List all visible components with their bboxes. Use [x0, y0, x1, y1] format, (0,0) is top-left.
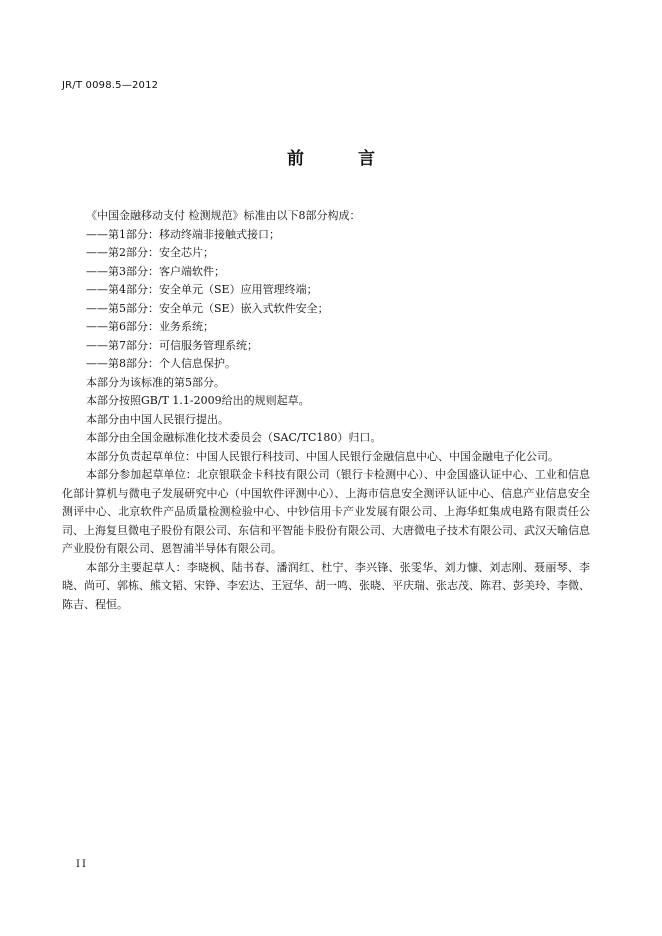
statement-centralized-unit: 本部分由全国金融标准化技术委员会（SAC/TC180）归口。 — [86, 431, 382, 444]
statement-proposer: 本部分由中国人民银行提出。 — [86, 412, 229, 426]
part-item-6: ——第6部分：业务系统； — [86, 320, 214, 333]
part-item-1: ——第1部分：移动终端非接触式接口； — [86, 227, 280, 241]
parts-list — [62, 226, 590, 374]
statement-drafting-rules: 本部分按照GB/T 1.1-2009给出的规则起草。 — [86, 394, 310, 407]
participating-units-paragraph: 本部分参加起草单位：北京银联金卡科技有限公司（银行卡检测中心）、中金国盛认证中心、工业和信息化部计算机与微电子发展研究中心（中国软件评测中心）、上海市信息安全测评认证中心、信息产业信息安全测评中心、北京软件产品质量检测检验中心、中钞信用卡产业发展有限公司、上海华虹集成电路有限责任公司、上海复旦微电子股份有限公司、东信和平智能卡股份有限公司、大唐微电子技术有限公司、武汉天喻信息产业股份有限公司、恩智浦半导体有限公司。 — [62, 468, 590, 555]
part-item-3: ——第3部分：客户端软件； — [86, 264, 225, 278]
part-item-7: ——第7部分：可信服务管理系统； — [86, 338, 258, 352]
page-number: II — [76, 859, 88, 870]
part-item-2: ——第2部分：安全芯片； — [86, 246, 214, 259]
statement-part-number: 本部分为该标准的第5部分。 — [86, 375, 225, 389]
page-title: 前 言 — [287, 149, 399, 169]
foreword-body — [62, 207, 590, 614]
part-item-8: ——第8部分：个人信息保护。 — [86, 357, 236, 370]
intro-line: 《中国金融移动支付 检测规范》标准由以下8部分构成： — [86, 209, 361, 222]
part-item-5: ——第5部分：安全单元（SE）嵌入式软件安全； — [86, 301, 329, 315]
part-item-4: ——第4部分：安全单元（SE）应用管理终端； — [86, 283, 318, 296]
drafters-paragraph: 本部分主要起草人：李晓枫、陆书春、潘润红、杜宁、李兴锋、张雯华、刘力慷、刘志刚、聂丽琴、李晓、尚可、郭栋、熊文韬、宋铮、李宏达、王冠华、胡一鸣、张晓、平庆瑞、张志茂、陈君、彭美玲、李微、陈吉、程恒。 — [62, 560, 590, 611]
statement-responsible-units: 本部分负责起草单位：中国人民银行科技司、中国人民银行金融信息中心、中国金融电子化公司。 — [86, 449, 559, 463]
standard-code-header: JR/T 0098.5—2012 — [62, 80, 159, 91]
